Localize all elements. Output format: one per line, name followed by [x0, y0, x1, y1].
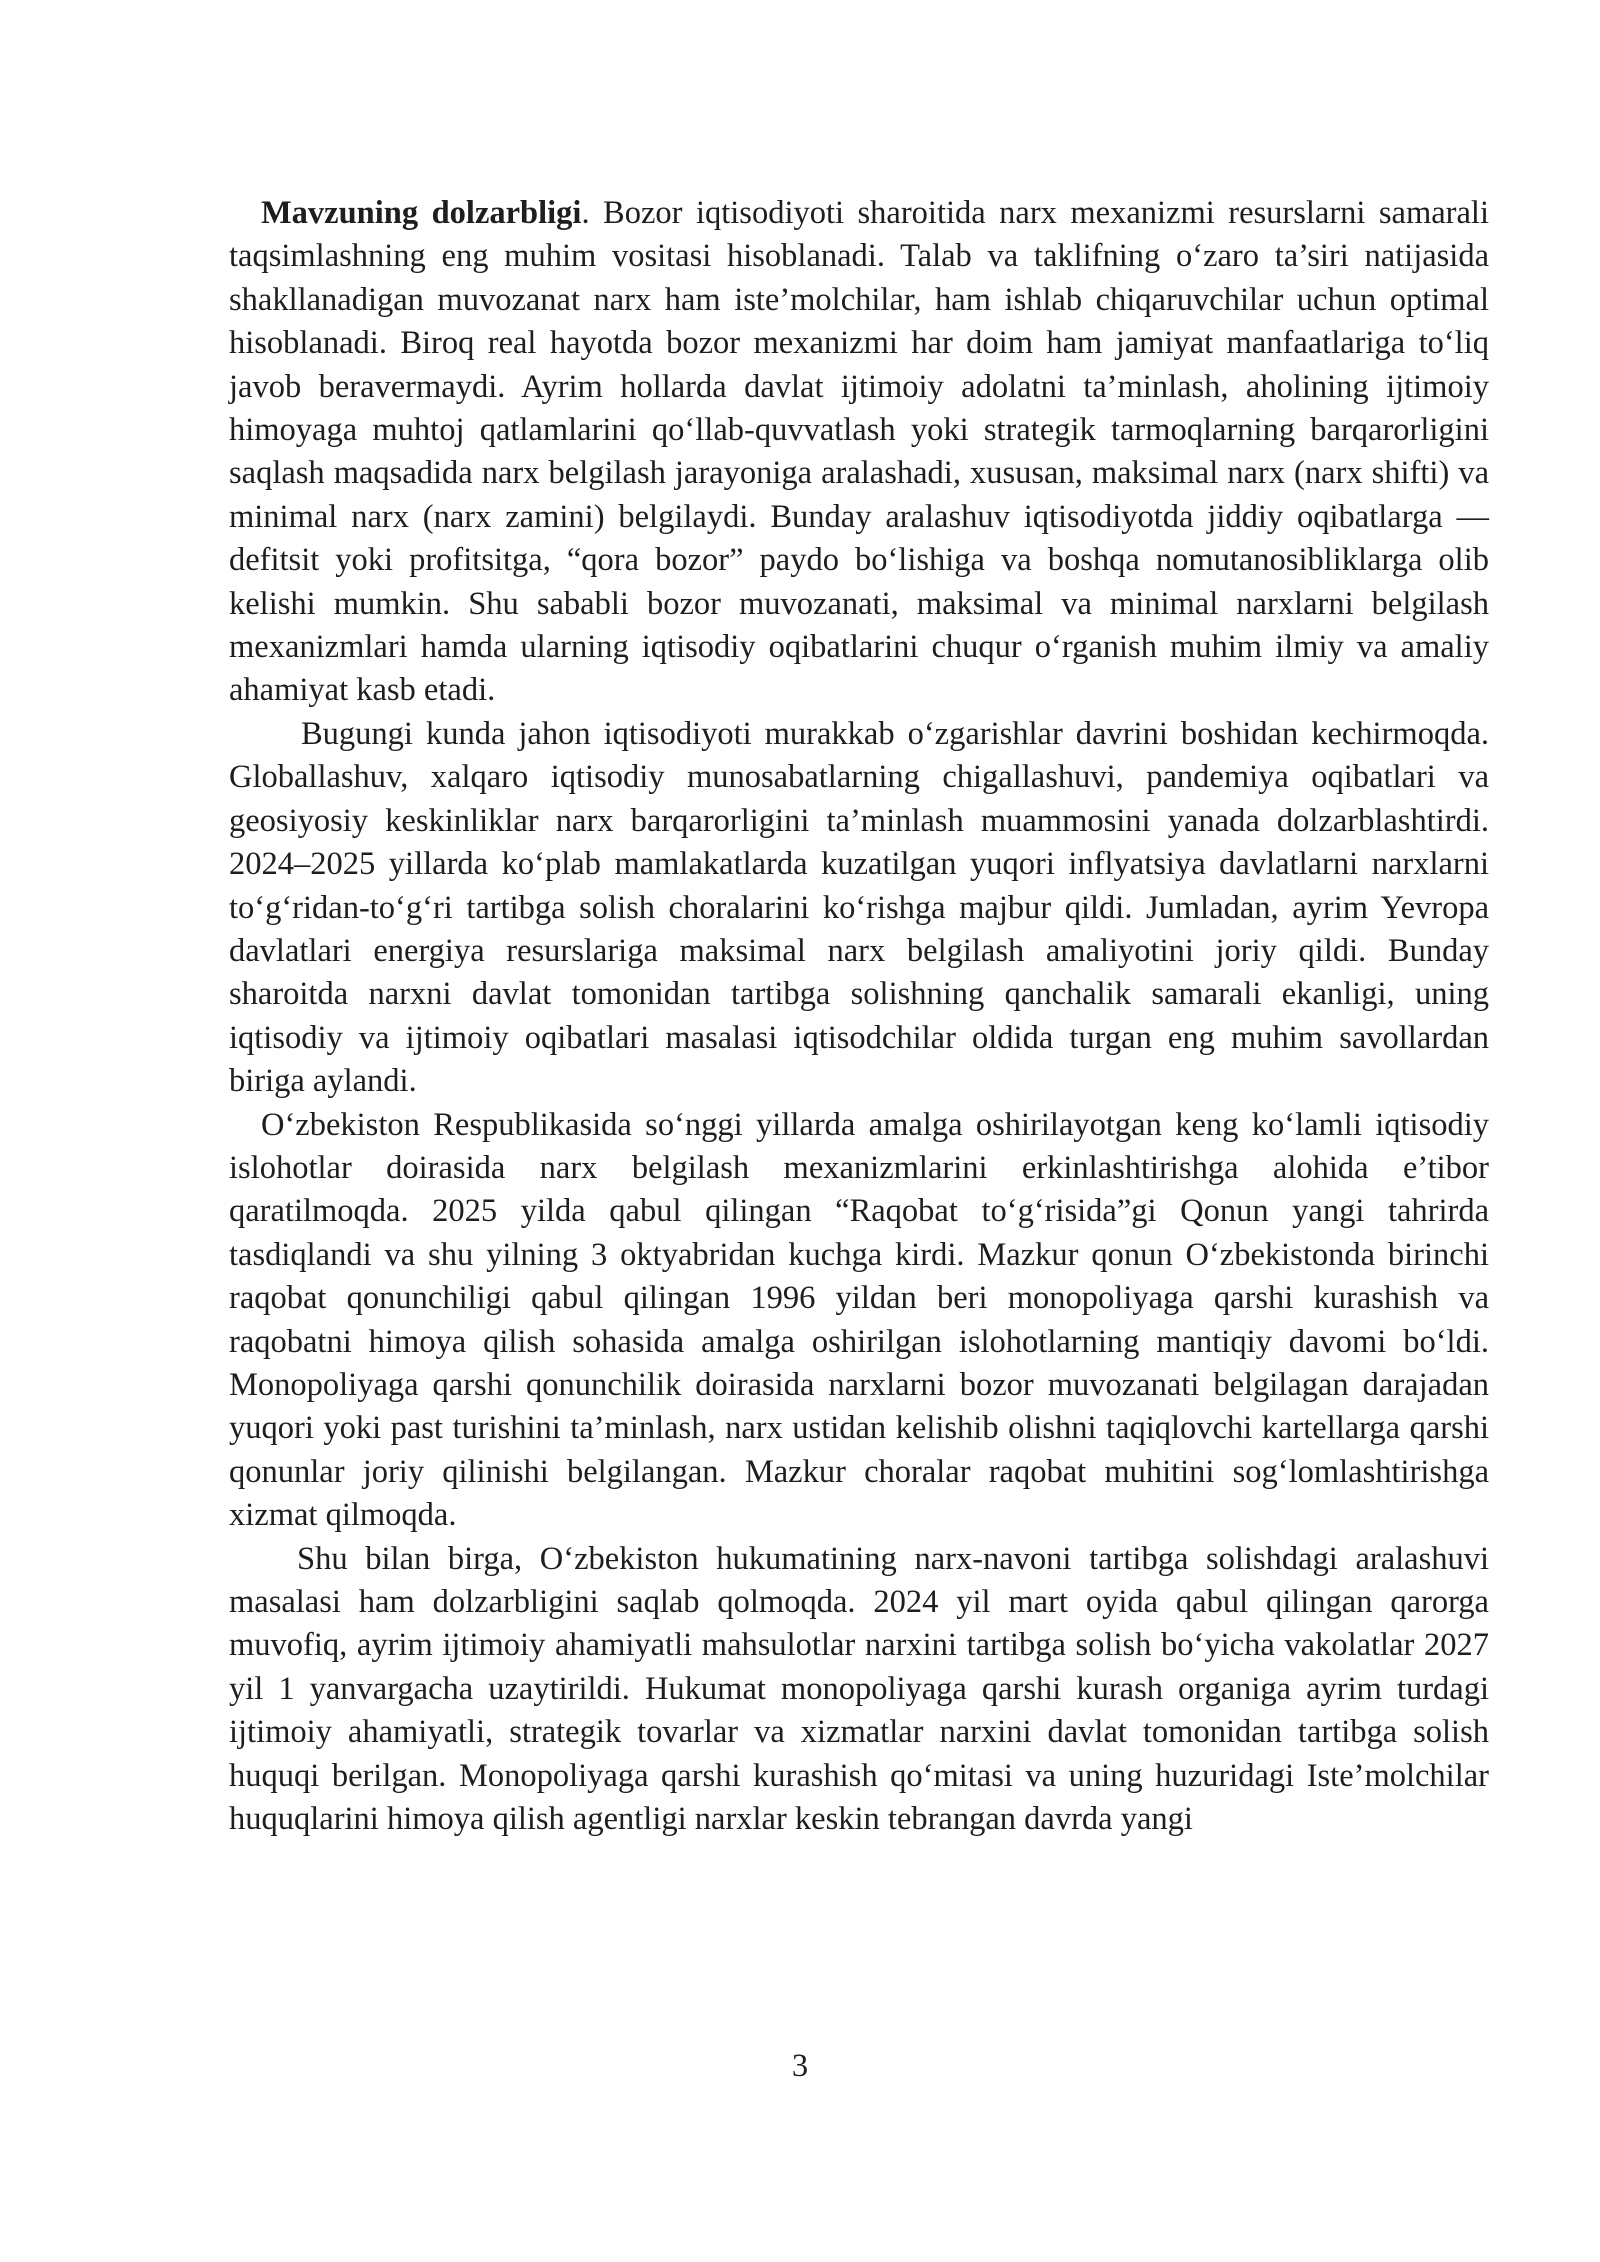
paragraph-uzbekistan-reforms — [229, 1104, 1489, 1538]
paragraph-government-regulation — [229, 1538, 1489, 1842]
paragraph-lead-heading: Mavzuning dolzarbligi — [261, 195, 582, 231]
document-page — [229, 192, 1489, 1841]
paragraph-global-economy — [229, 713, 1489, 1104]
paragraph-text: Bugungi kunda jahon iqtisodiyoti murakkab o‘zgarishlar davrini boshidan kechirmoqda. Globallashuv, xalqaro iqtisodiy munosabatlarning chigallashuvi, pandemiya oqibatlari va geosiyosiy keskinliklar narx barqarorligini ta’minlash muammosini yanada dolzarblashtirdi. 2024–2025 yillarda ko‘plab mamlakatlarda kuzatilgan yuqori inflyatsiya davlatlarni narxlarni to‘g‘ridan-to‘g‘ri tartibga solish choralarini ko‘rishga majbur qildi. Jumladan, ayrim Yevropa davlatlari energiya resurslariga maksimal narx belgilash amaliyotini joriy qildi. Bunday sharoitda narxni davlat tomonidan tartibga solishning qanchalik samarali ekanligi, uning iqtisodiy va ijtimoiy oqibatlari masalasi iqtisodchilar oldida turgan eng muhim savollardan biriga aylandi. — [229, 715, 1489, 1100]
paragraph-relevance — [229, 192, 1489, 713]
paragraph-text: . Bozor iqtisodiyoti sharoitida narx mexanizmi resurslarni samarali taqsimlashning eng muhim vositasi hisoblanadi. Talab va taklifning o‘zaro ta’siri natijasida shakllanadigan muvozanat narx ham iste’molchilar, ham ishlab chiqaruvchilar uchun optimal hisoblanadi. Biroq real hayotda bozor mexanizmi har doim ham jamiyat manfaatlariga to‘liq javob beravermaydi. Ayrim hollarda davlat ijtimoiy adolatni ta’minlash, aholining ijtimoiy himoyaga muhtoj qatlamlarini qo‘llab-quvvatlash yoki strategik tarmoqlarning barqarorligini saqlash maqsadida narx belgilash jarayoniga aralashadi, xususan, maksimal narx (narx shifti) va minimal narx (narx zamini) belgilaydi. Bunday aralashuv iqtisodiyotda jiddiy oqibatlarga — defitsit yoki profitsitga, “qora bozor” paydo bo‘lishiga va boshqa nomutanosibliklarga olib kelishi mumkin. Shu sababli bozor muvozanati, maksimal va minimal narxlarni belgilash mexanizmlari hamda ularning iqtisodiy oqibatlarini chuqur o‘rganish muhim ilmiy va amaliy ahamiyat kasb etadi. — [229, 195, 1489, 709]
page-number: 3 — [791, 2048, 809, 2084]
paragraph-text: Shu bilan birga, O‘zbekiston hukumatining narx-navoni tartibga solishdagi aralashuvi masalasi ham dolzarbligini saqlab qolmoqda. 2024 yil mart oyida qabul qilingan qarorga muvofiq, ayrim ijtimoiy ahamiyatli mahsulotlar narxini tartibga solish bo‘yicha vakolatlar 2027 yil 1 yanvargacha uzaytirildi. Hukumat monopoliyaga qarshi kurash organiga ayrim turdagi ijtimoiy ahamiyatli, strategik tovarlar va xizmatlar narxini davlat tomonidan tartibga solish huquqi berilgan. Monopoliyaga qarshi kurashish qo‘mitasi va uning huzuridagi Iste’molchilar huquqlarini himoya qilish agentligi narxlar keskin tebrangan davrda yangi — [229, 1540, 1489, 1838]
paragraph-text: O‘zbekiston Respublikasida so‘nggi yillarda amalga oshirilayotgan keng ko‘lamli iqtisodiy islohotlar doirasida narx belgilash mexanizmlarini erkinlashtirishga alohida e’tibor qaratilmoqda. 2025 yilda qabul qilingan “Raqobat to‘g‘risida”gi Qonun yangi tahrirda tasdiqlandi va shu yilning 3 oktyabridan kuchga kirdi. Mazkur qonun O‘zbekistonda birinchi raqobat qonunchiligi qabul qilingan 1996 yildan beri monopoliyaga qarshi kurashish va raqobatni himoya qilish sohasida amalga oshirilgan islohotlarning mantiqiy davomi bo‘ldi. Monopoliyaga qarshi qonunchilik doirasida narxlarni bozor muvozanati belgilagan darajadan yuqori yoki past turishini ta’minlash, narx ustidan kelishib olishni taqiqlovchi kartellarga qarshi qonunlar joriy qilinishi belgilangan. Mazkur choralar raqobat muhitini sog‘lomlashtirishga xizmat qilmoqda. — [229, 1106, 1489, 1534]
